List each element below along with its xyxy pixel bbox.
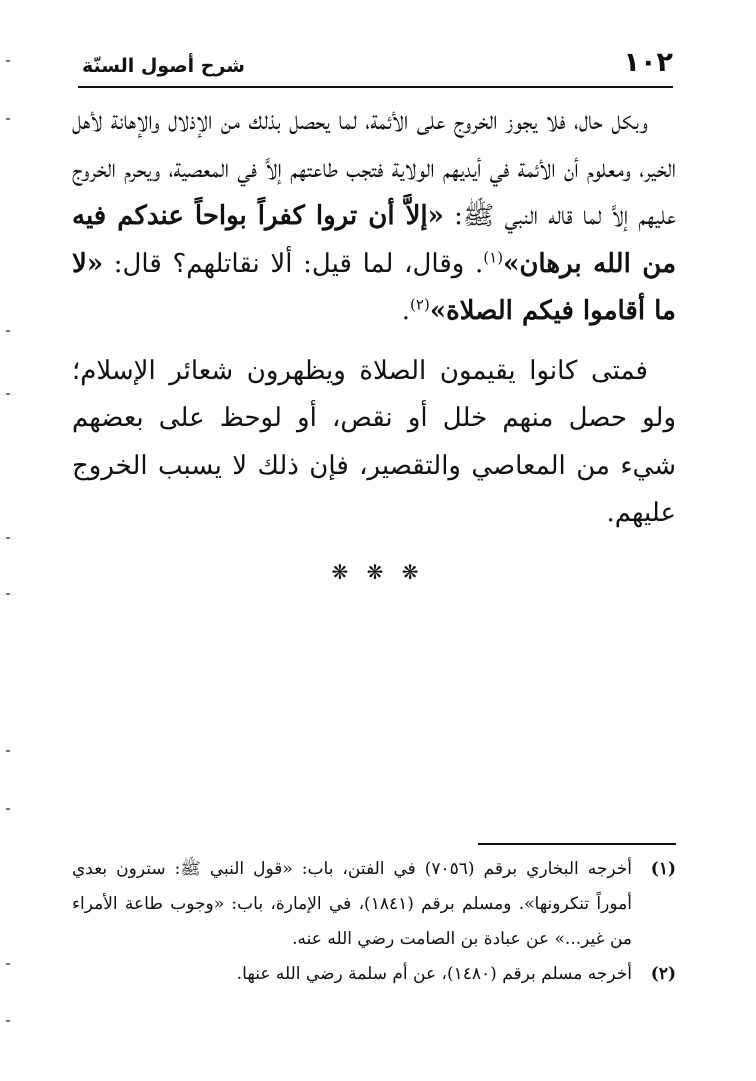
- paragraph-1-text-2: . وقال، لما قيل: ألا نقاتلهم؟ قال:: [103, 248, 484, 279]
- margin-mark: [6, 537, 10, 539]
- hadith-quote-1: «إلاَّ أن تروا كفراً بواحاً عندكم فيه من الله برهان»: [72, 201, 676, 279]
- margin-mark: [6, 60, 10, 62]
- footnote-2: [72, 957, 678, 992]
- hadith-quote-2: «لا ما أقاموا فيكم الصلاة»: [72, 248, 676, 326]
- paragraph-1-text-3: .: [401, 296, 411, 326]
- page-number: ١٠٢: [623, 47, 673, 78]
- paragraph-2: فمتى كانوا يقيمون الصلاة ويظهرون شعائر الإسلام؛ ولو حصل منهم خلل أو نقص، أو لوحظ على بعضهم شيء من المعاصي والتقصير، فإن ذلك لا يسبب الخروج عليهم.: [72, 355, 676, 528]
- footnote-ref-2[interactable]: (٢): [410, 295, 430, 314]
- footnote-1: [72, 852, 678, 957]
- margin-mark: [6, 118, 10, 120]
- margin-mark: [6, 330, 10, 332]
- footnote-text-1: أخرجه البخاري برقم (٧٠٥٦) في الفتن، باب: «قول النبي ﷺ: سترون بعدي أموراً تنكرونها». ومسلم برقم (١٨٤١)، في الإمارة، باب: «وجوب طاعة الأمراء من غير...» عن عبادة بن الصامت رضي الله عنه.: [72, 859, 632, 949]
- margin-mark: [6, 963, 10, 965]
- header-rule: [78, 86, 673, 88]
- footnote-number-2: (٢): [650, 964, 676, 984]
- running-title: شرح أصول السنّة: [82, 55, 245, 77]
- margin-mark: [6, 750, 10, 752]
- footnote-text-2: أخرجه مسلم برقم (١٤٨٠)، عن أم سلمة رضي الله عنها.: [236, 964, 632, 984]
- margin-mark: [6, 808, 10, 810]
- paragraph-1-text: وبكل حال، فلا يجوز الخروج على الأئمة، لما يحصل بذلك من الإذلال والإهانة لأهل الخير، ومعلوم أن الأئمة في أيديهم الولاية فتجب طاعتهم إلاَّ في المعصية، ويحرم الخروج عليهم إلاَّ لما قاله النبي ﷺ:: [72, 106, 676, 231]
- paragraph-1: [72, 98, 676, 336]
- footnotes: [72, 852, 678, 992]
- margin-mark: [6, 593, 10, 595]
- footnote-rule: [478, 843, 676, 845]
- main-text: [72, 98, 676, 538]
- section-separator: ❋ ❋ ❋: [331, 560, 425, 584]
- page-header: [78, 40, 673, 88]
- footnote-ref-1[interactable]: (١): [483, 247, 504, 266]
- margin-mark: [6, 1020, 10, 1022]
- footnote-number-1: (١): [650, 859, 676, 879]
- margin-mark: [6, 393, 10, 395]
